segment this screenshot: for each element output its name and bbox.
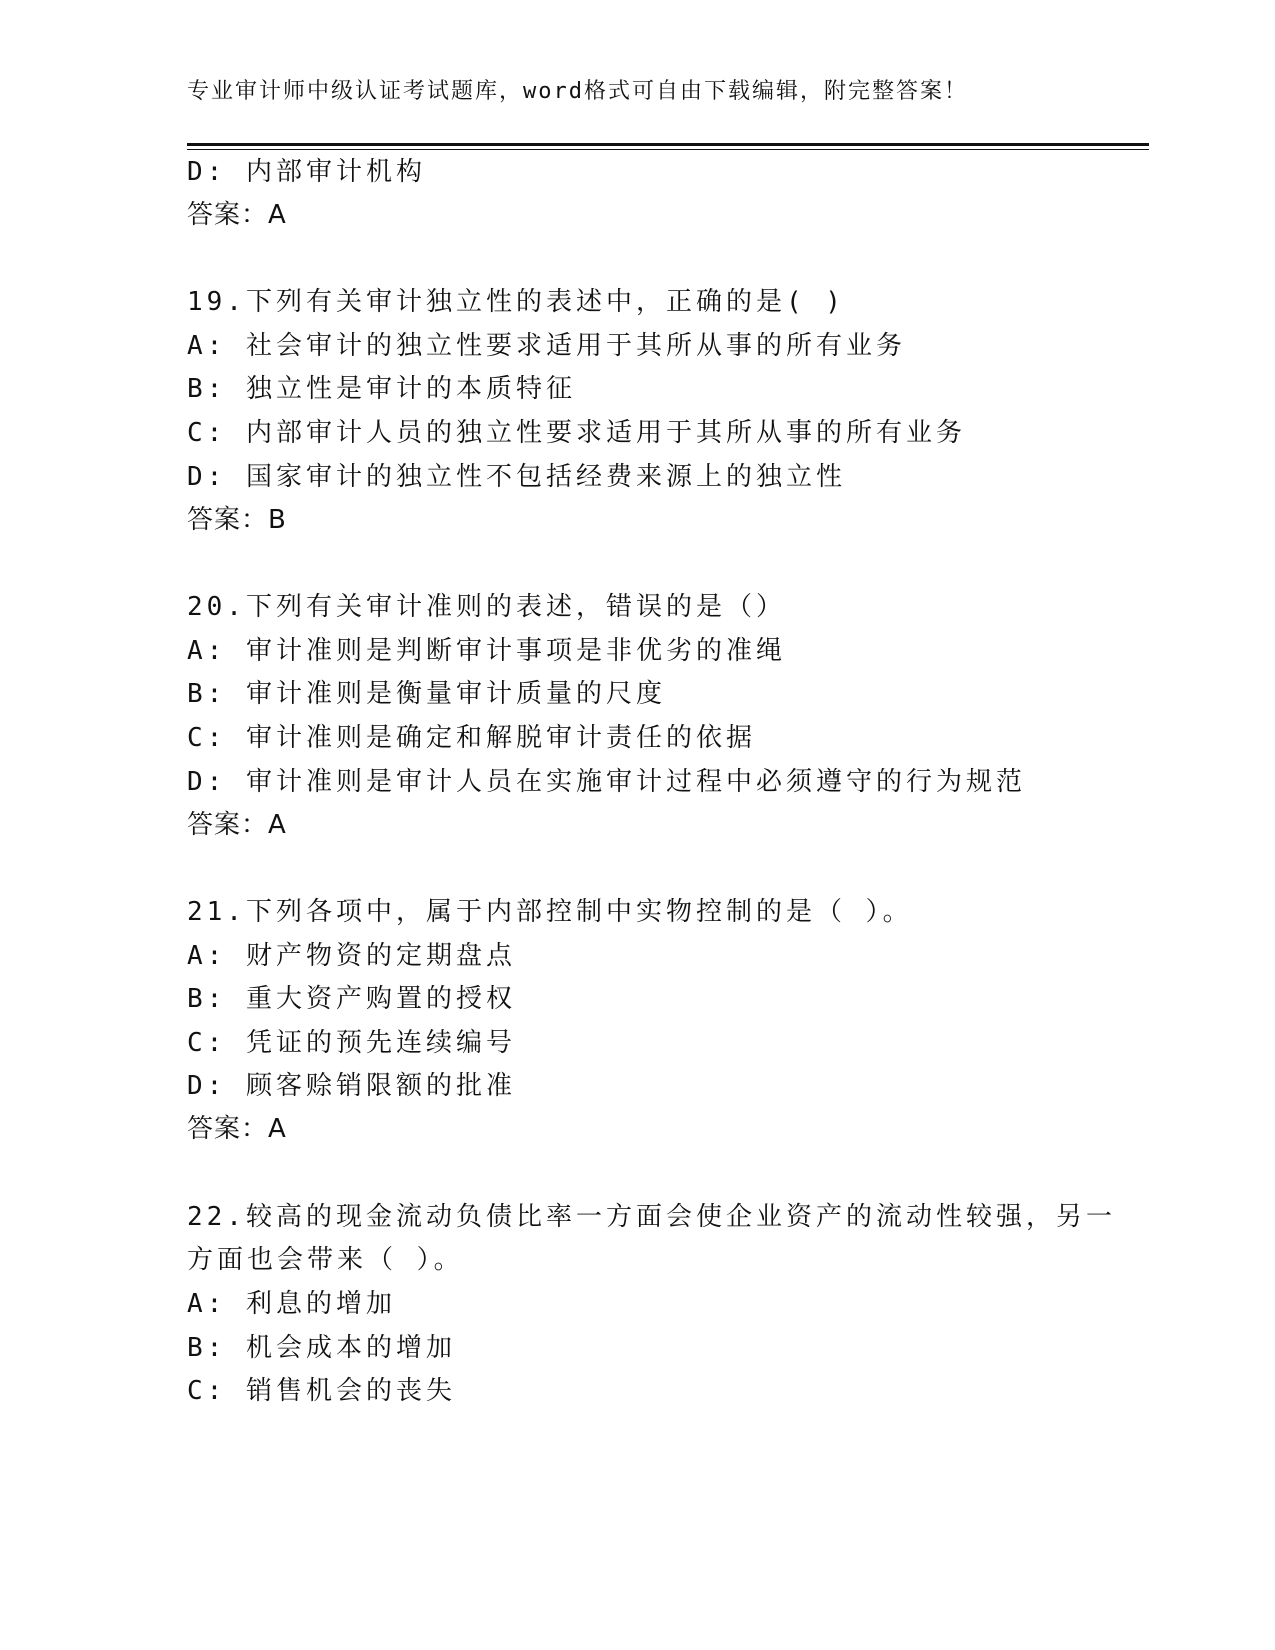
answer-line: 答案：A [187, 200, 287, 230]
header-rule-thick [187, 143, 1149, 146]
answer-line: 答案：A [187, 810, 287, 840]
option-line: D: 国家审计的独立性不包括经费来源上的独立性 [187, 462, 846, 492]
question-line: 方面也会带来（ ）。 [187, 1245, 464, 1275]
option-line: D: 顾客赊销限额的批准 [187, 1071, 516, 1101]
question-line: 20.下列有关审计准则的表述，错误的是（） [187, 592, 786, 622]
option-line: C: 凭证的预先连续编号 [187, 1028, 516, 1058]
option-line: C: 审计准则是确定和解脱审计责任的依据 [187, 723, 756, 753]
question-line: 19.下列有关审计独立性的表述中，正确的是( ) [187, 287, 845, 317]
question-line: 22.较高的现金流动负债比率一方面会使企业资产的流动性较强，另一 [187, 1202, 1116, 1232]
option-line: C: 内部审计人员的独立性要求适用于其所从事的所有业务 [187, 418, 966, 448]
option-line: B: 重大资产购置的授权 [187, 984, 516, 1014]
option-line: A: 审计准则是判断审计事项是非优劣的准绳 [187, 636, 786, 666]
option-line: A: 社会审计的独立性要求适用于其所从事的所有业务 [187, 331, 906, 361]
option-line: D: 内部审计机构 [187, 157, 426, 187]
option-line: B: 机会成本的增加 [187, 1333, 456, 1363]
option-line: A: 利息的增加 [187, 1289, 396, 1319]
option-line: D: 审计准则是审计人员在实施审计过程中必须遵守的行为规范 [187, 767, 1026, 797]
option-line: B: 审计准则是衡量审计质量的尺度 [187, 679, 666, 709]
page-header: 专业审计师中级认证考试题库，word格式可自由下载编辑，附完整答案！ [187, 79, 968, 104]
option-line: C: 销售机会的丧失 [187, 1376, 456, 1406]
answer-line: 答案：A [187, 1114, 287, 1144]
option-line: B: 独立性是审计的本质特征 [187, 374, 576, 404]
header-rule-thin [187, 149, 1149, 150]
option-line: A: 财产物资的定期盘点 [187, 941, 516, 971]
answer-line: 答案：B [187, 505, 287, 535]
question-line: 21.下列各项中，属于内部控制中实物控制的是（ ）。 [187, 897, 913, 927]
